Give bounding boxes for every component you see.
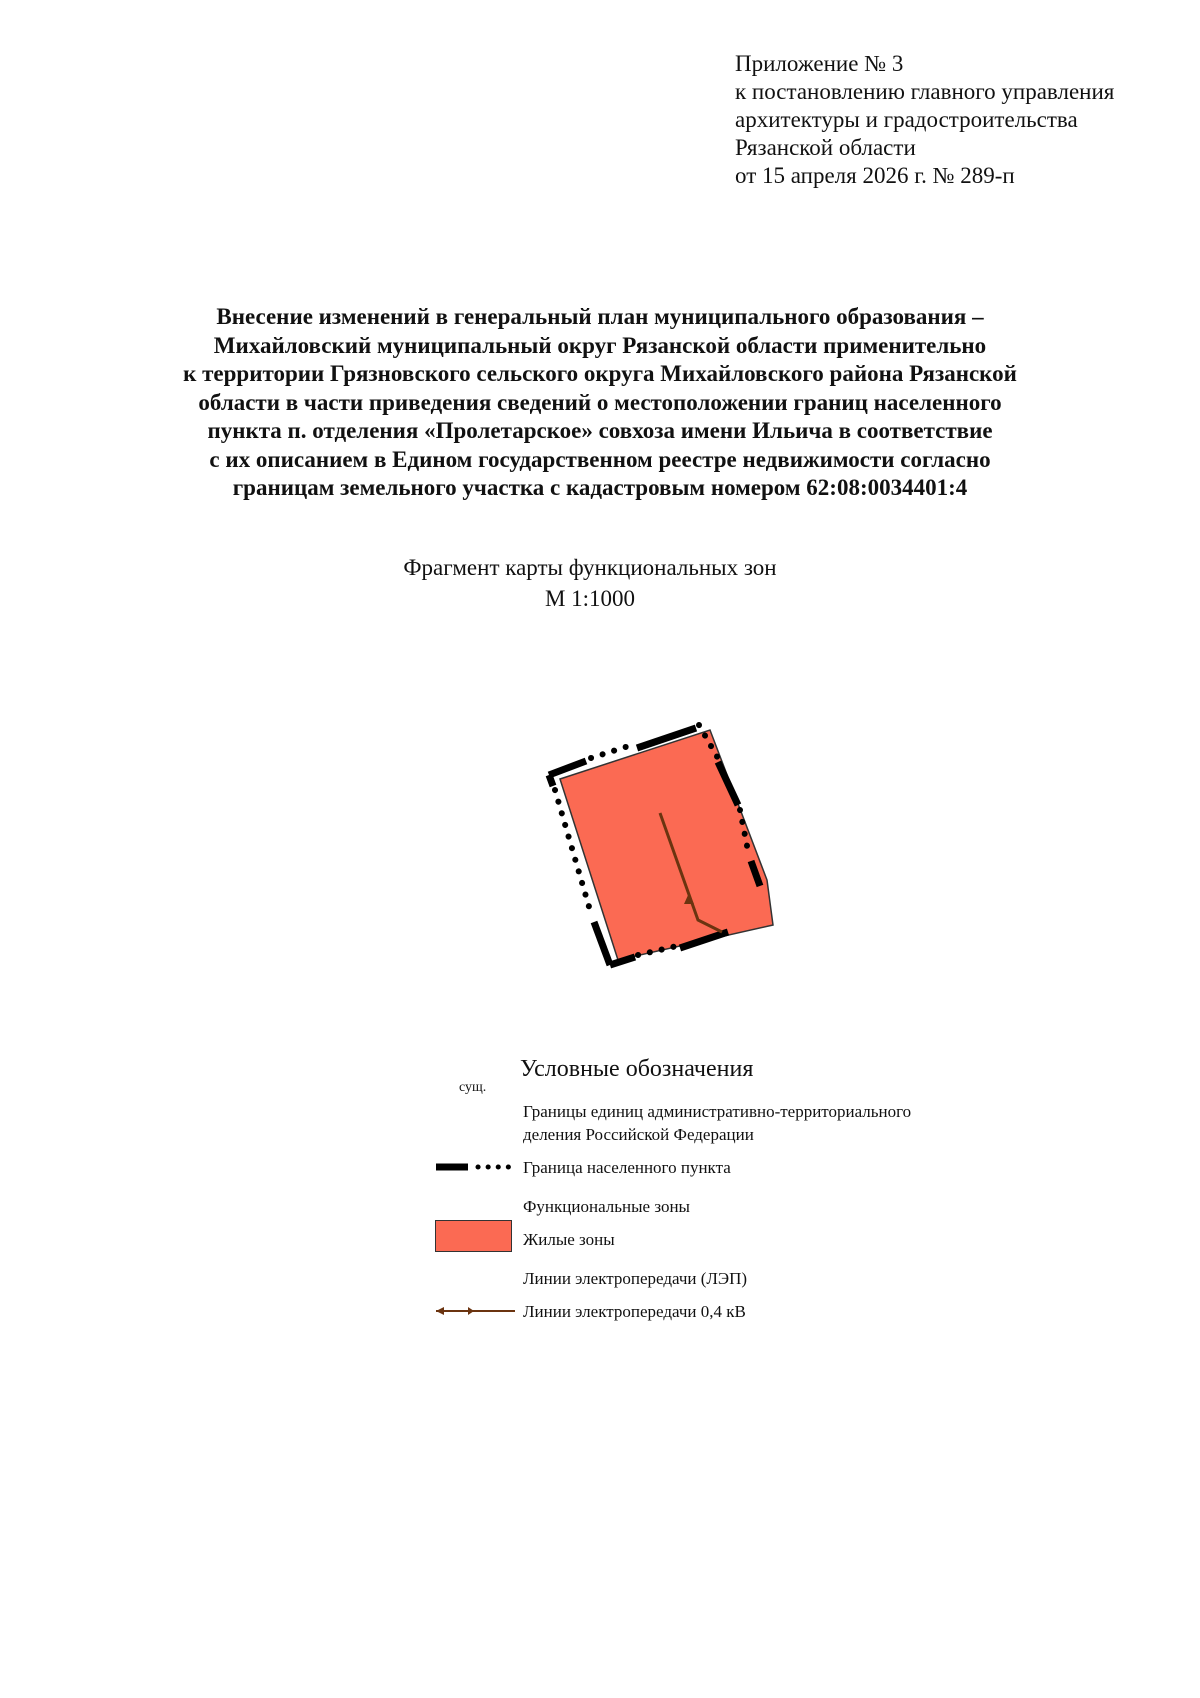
appendix-date: от 15 апреля 2026 г. № 289-п bbox=[735, 163, 1015, 188]
appendix-authority: архитектуры и градостроительства bbox=[735, 107, 1078, 132]
title-line: с их описанием в Едином государственном реестре недвижимости согласно bbox=[209, 446, 991, 472]
legend-existing-label: сущ. bbox=[459, 1080, 487, 1095]
legend-power-lines-group-label: Линии электропередачи (ЛЭП) bbox=[523, 1269, 748, 1288]
legend-residential-label: Жилые зоны bbox=[523, 1230, 615, 1249]
title-line: области в части приведения сведений о местоположении границ населенного bbox=[198, 389, 1002, 415]
appendix-number: Приложение № 3 bbox=[735, 51, 904, 76]
map-scale: М 1:1000 bbox=[544, 586, 636, 611]
appendix-region: Рязанской области bbox=[735, 135, 916, 160]
legend-settlement-boundary-label: Граница населенного пункта bbox=[523, 1158, 731, 1177]
legend-functional-zones-label: Функциональные зоны bbox=[523, 1197, 690, 1216]
legend-power-lines-04kv-label: Линии электропередачи 0,4 кВ bbox=[523, 1302, 746, 1321]
legend-heading: Условные обозначения bbox=[520, 1056, 754, 1082]
appendix-resolution: к постановлению главного управления bbox=[735, 79, 1115, 104]
legend-admin-boundaries-line1: Границы единиц административно-территориального bbox=[523, 1102, 912, 1121]
title-line: Внесение изменений в генеральный план муниципального образования – bbox=[216, 304, 984, 329]
map-fragment-title: Фрагмент карты функциональных зон bbox=[403, 555, 777, 580]
title-line: границам земельного участка с кадастровым номером 62:08:0034401:4 bbox=[232, 475, 968, 500]
legend-residential-swatch bbox=[435, 1220, 512, 1252]
title-line: пункта п. отделения «Пролетарское» совхоза имени Ильича в соответствие bbox=[207, 418, 993, 443]
title-line: Михайловский муниципальный округ Рязанской области применительно bbox=[213, 332, 987, 358]
legend-power-line-symbol bbox=[436, 1307, 515, 1315]
legend-admin-boundaries-line2: деления Российской Федерации bbox=[523, 1125, 754, 1144]
title-line: к территории Грязновского сельского округа Михайловского района Рязанской bbox=[183, 361, 1017, 386]
